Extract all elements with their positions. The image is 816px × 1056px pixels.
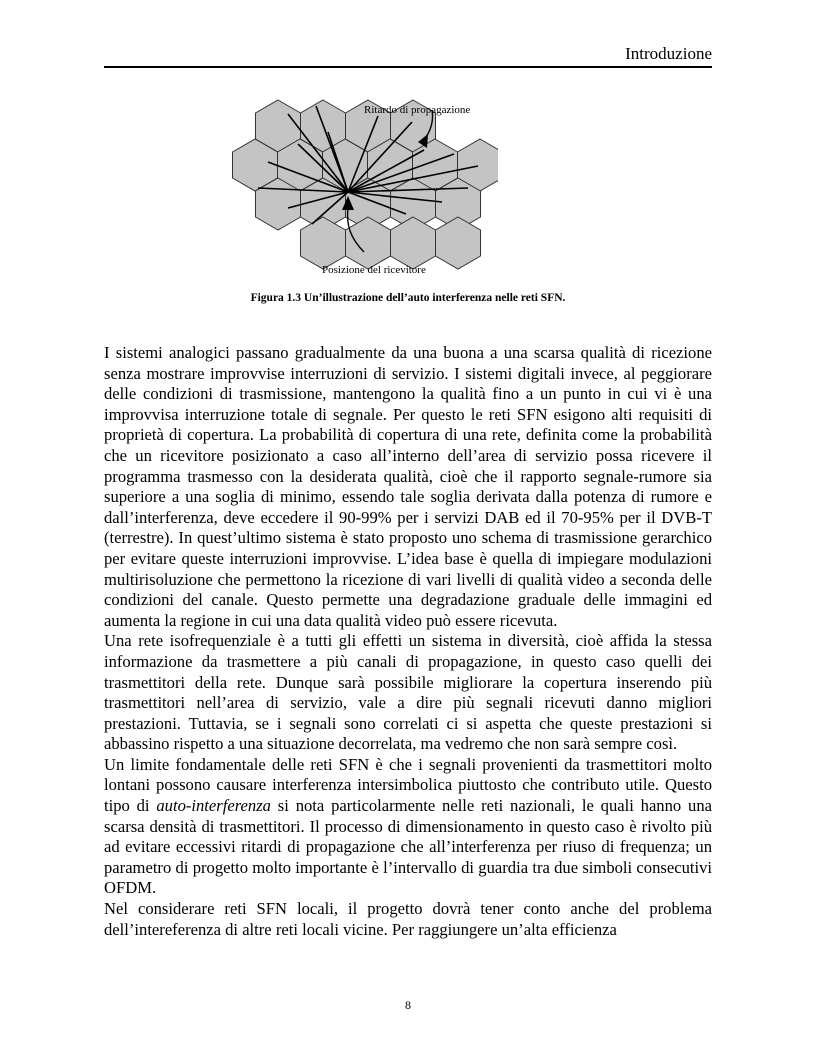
- hexagon-cell: [346, 217, 391, 269]
- hexagon-cell: [436, 217, 481, 269]
- paragraph-1: I sistemi analogici passano gradualmente da una buona a una scarsa qualità di ricezione senza mostrare improvvise interruzioni di servizio. I sistemi digitali invece, al peggiorare delle condizioni di trasmissione, mantengono la qualità fino a un punto in cui vi è una improvvisa interruzione totale di segnale. Per questo le reti SFN esigono alti requisiti di proprietà di copertura. La probabilità di copertura di una rete, definita come la probabilità che un ricevitore posizionato a caso all’interno dell’area di servizio possa ricevere il programma trasmesso con la desiderata qualità, cioè che il rapporto segnale-rumore sia superiore a una soglia di minimo, essendo tale soglia derivata dalla potenza di rumore e dall’interferenza, deve eccedere il 90-99% per i servizi DAB ed il 70-95% per il DVB-T (terrestre). In quest’ultimo sistema è stato proposto uno schema di trasmissione gerarchico per evitare queste interruzioni improvvise. L’idea base è quella di impiegare modulazioni multirisoluzione che permettono la ricezione di vari livelli di qualità video a seconda delle condizioni del canale. Questo permette una degradazione graduale delle immagini ed aumenta la regione in cui una data qualità video può essere ricevuta.: [104, 343, 712, 630]
- hexagon-cell: [391, 217, 436, 269]
- paragraph-4: Nel considerare reti SFN locali, il progetto dovrà tener conto anche del problema dell’intereferenza di altre reti locali vicine. Per raggiungere un’alta efficienza: [104, 899, 712, 939]
- hexagon-cells: [233, 100, 499, 269]
- emphasis-auto-interferenza: auto-interferenza: [156, 796, 271, 816]
- body-text: [104, 343, 712, 940]
- label-propagation-delay: Ritardo di propagazione: [364, 104, 471, 116]
- running-header: [104, 40, 712, 68]
- paragraph-3-start: Un limite fondamentale delle reti SFN è che i segnali provenienti da trasmettitori molto lontani possono causare interferenza intersimbolica piuttosto che contributo utile. Questo tipo di: [104, 754, 712, 816]
- paragraph-3: [104, 755, 712, 899]
- paragraph-3-end: si nota particolarmente nelle reti nazionali, le quali hanno una scarsa densità di trasmettitori. Il processo di dimensionamento in questo caso è rivolto più ad evitare eccessivi ritardi di propagazione che all’interferenza per riuso di frequenza; un parametro di progetto molto importante è l’intervallo di guardia tra due simboli consecutivi OFDM.: [104, 796, 712, 898]
- figure-caption: Figura 1.3 Un’illustrazione dell’auto interferenza nelle reti SFN.: [250, 292, 566, 304]
- page-number: 8: [405, 998, 411, 1012]
- paragraph-2: Una rete isofrequenziale è a tutti gli effetti un sistema in diversità, cioè affida la stessa informazione da trasmettere a più canali di propagazione, in questo caso quelli dei trasmettitori della rete. Dunque sarà possibile migliorare la copertura inserendo più trasmettitori nell’area di servizio, vale a dire più segnali ricevuti danno migliori prestazioni. Tuttavia, se i segnali sono correlati ci si aspetta che queste prestazioni si abbassino rispetto a una situazione decorrelata, ma vedremo che non sarà sempre così.: [104, 631, 712, 754]
- header-title: Introduzione: [625, 44, 712, 63]
- sfn-hexagon-figure: [228, 92, 498, 282]
- hexagon-cell: [301, 217, 346, 269]
- label-receiver-position: Posizione del ricevitore: [322, 264, 426, 276]
